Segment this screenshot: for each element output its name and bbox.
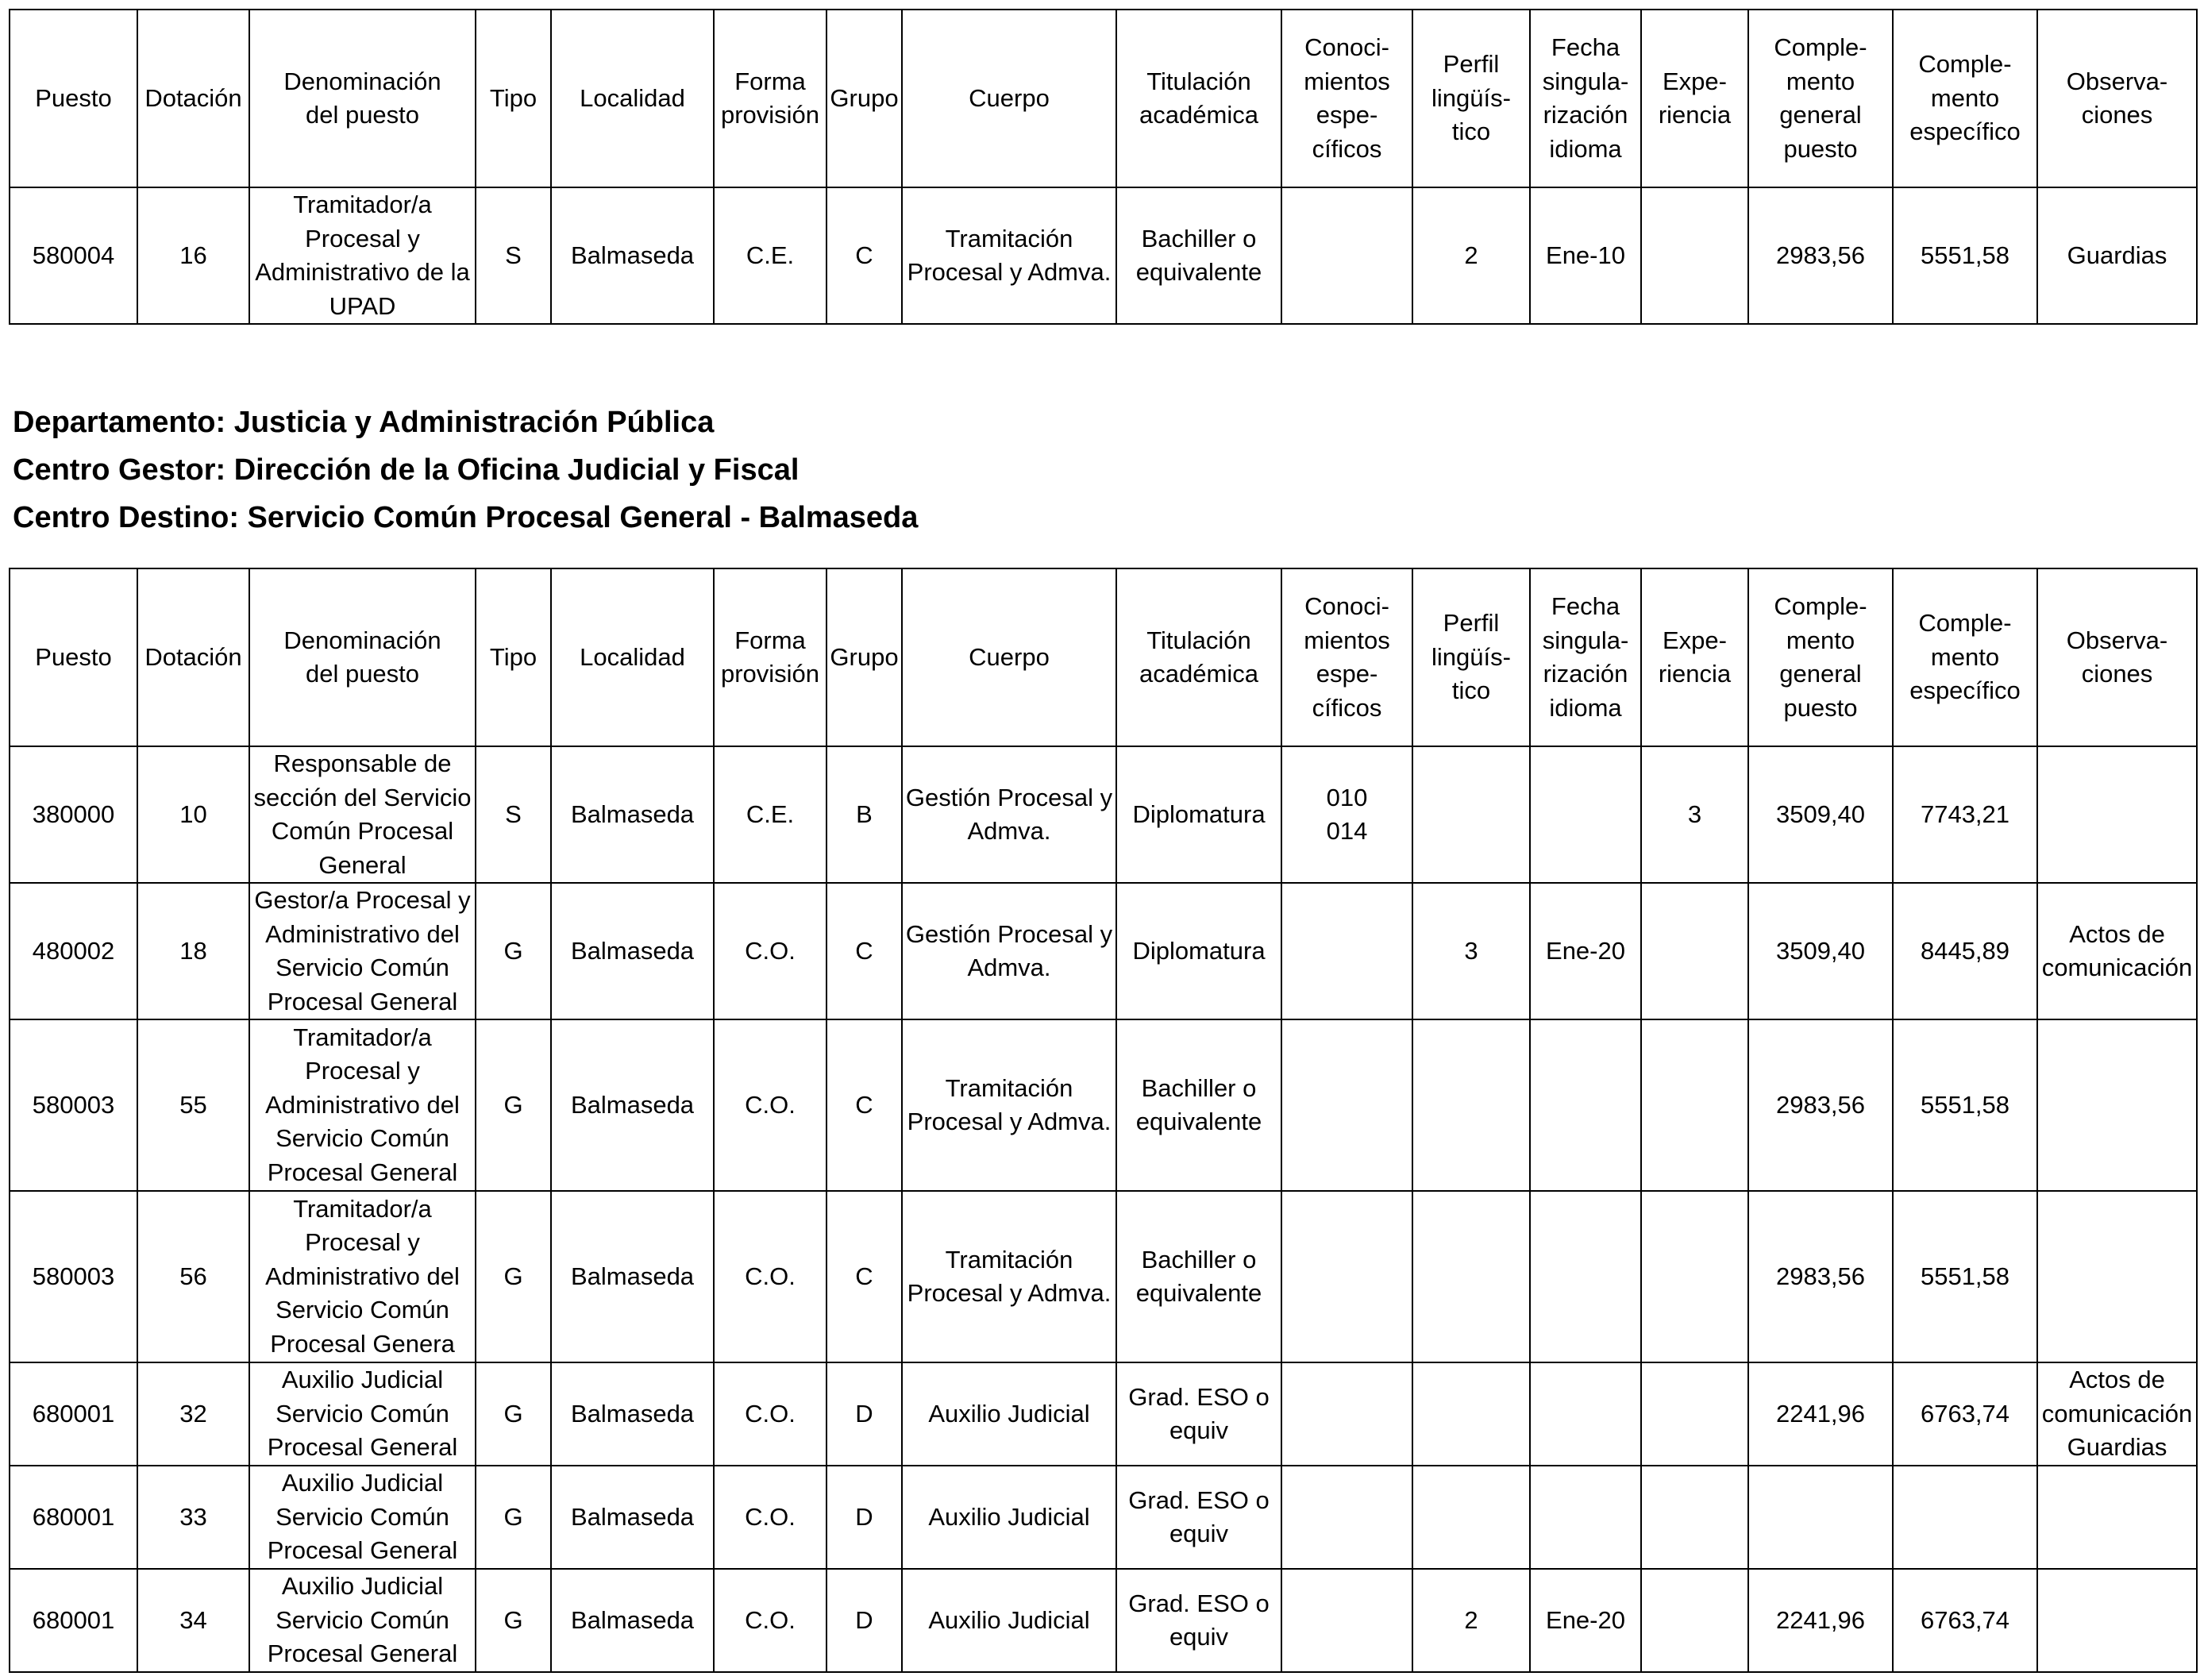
cell-observaciones	[2037, 1569, 2197, 1672]
col-header-denominacion: Denominación del puesto	[249, 568, 476, 746]
cell-dotacion: 16	[137, 187, 249, 324]
cell-forma-provision: C.O.	[714, 1191, 826, 1362]
cell-fecha-singularizacion: Ene-20	[1530, 1569, 1641, 1672]
cell-tipo: G	[476, 1466, 551, 1569]
cell-experiencia	[1641, 187, 1748, 324]
cell-complemento-general: 3509,40	[1748, 883, 1893, 1019]
cell-denominacion: Auxilio Judicial Servicio Común Procesal General	[249, 1466, 476, 1569]
cell-observaciones: Actos de comunicación Guardias	[2037, 1362, 2197, 1466]
cell-tipo: G	[476, 1019, 551, 1191]
col-header-cuerpo: Cuerpo	[902, 568, 1116, 746]
cell-titulacion: Grad. ESO o equiv	[1116, 1569, 1281, 1672]
cell-perfil-linguistico: 2	[1412, 187, 1530, 324]
cell-grupo: D	[826, 1466, 902, 1569]
table-header-row	[10, 568, 2197, 746]
cell-perfil-linguistico	[1412, 1466, 1530, 1569]
cell-denominacion: Gestor/a Procesal y Administrativo del Servicio Común Procesal General	[249, 883, 476, 1019]
cell-denominacion: Tramitador/a Procesal y Administrativo de la UPAD	[249, 187, 476, 324]
col-header-grupo: Grupo	[826, 10, 902, 187]
cell-complemento-general: 2983,56	[1748, 187, 1893, 324]
cell-tipo: G	[476, 1362, 551, 1466]
cell-forma-provision: C.O.	[714, 1569, 826, 1672]
cell-experiencia	[1641, 1191, 1748, 1362]
cell-conocimientos	[1281, 1191, 1412, 1362]
positions-table-upad	[9, 9, 2198, 325]
cell-localidad: Balmaseda	[551, 1466, 714, 1569]
cell-observaciones	[2037, 746, 2197, 883]
cell-dotacion: 10	[137, 746, 249, 883]
cell-denominacion: Tramitador/a Procesal y Administrativo del Servicio Común Procesal General	[249, 1019, 476, 1191]
cell-fecha-singularizacion	[1530, 746, 1641, 883]
col-header-localidad: Localidad	[551, 568, 714, 746]
cell-titulacion: Diplomatura	[1116, 883, 1281, 1019]
cell-experiencia	[1641, 883, 1748, 1019]
table-row	[10, 1191, 2197, 1362]
cell-conocimientos	[1281, 1569, 1412, 1672]
cell-forma-provision: C.O.	[714, 1362, 826, 1466]
cell-conocimientos	[1281, 1019, 1412, 1191]
cell-complemento-general: 2983,56	[1748, 1019, 1893, 1191]
section-heading	[13, 399, 918, 541]
cell-complemento-general: 2241,96	[1748, 1569, 1893, 1672]
cell-observaciones	[2037, 1019, 2197, 1191]
cell-observaciones: Guardias	[2037, 187, 2197, 324]
cell-grupo: C	[826, 187, 902, 324]
cell-observaciones: Actos de comunicación	[2037, 883, 2197, 1019]
cell-localidad: Balmaseda	[551, 1362, 714, 1466]
cell-complemento-especifico: 5551,58	[1893, 187, 2037, 324]
cell-localidad: Balmaseda	[551, 1191, 714, 1362]
col-header-experiencia: Expe- riencia	[1641, 568, 1748, 746]
cell-cuerpo: Gestión Procesal y Admva.	[902, 746, 1116, 883]
cell-fecha-singularizacion: Ene-10	[1530, 187, 1641, 324]
cell-complemento-general: 2983,56	[1748, 1191, 1893, 1362]
table-row	[10, 1466, 2197, 1569]
cell-perfil-linguistico	[1412, 1362, 1530, 1466]
cell-titulacion: Bachiller o equivalente	[1116, 1191, 1281, 1362]
cell-fecha-singularizacion	[1530, 1466, 1641, 1569]
cell-forma-provision: C.O.	[714, 1019, 826, 1191]
cell-forma-provision: C.E.	[714, 746, 826, 883]
col-header-fecha-singularizacion: Fecha singula- rización idioma	[1530, 568, 1641, 746]
table-row	[10, 746, 2197, 883]
cell-forma-provision: C.O.	[714, 1466, 826, 1569]
cell-localidad: Balmaseda	[551, 746, 714, 883]
cell-tipo: G	[476, 1191, 551, 1362]
cell-tipo: S	[476, 746, 551, 883]
col-header-conocimientos: Conoci- mientos espe- cíficos	[1281, 568, 1412, 746]
col-header-complemento-general: Comple- mento general puesto	[1748, 10, 1893, 187]
col-header-grupo: Grupo	[826, 568, 902, 746]
cell-cuerpo: Tramitación Procesal y Admva.	[902, 1191, 1116, 1362]
cell-denominacion: Responsable de sección del Servicio Común Procesal General	[249, 746, 476, 883]
cell-puesto: 580004	[10, 187, 137, 324]
cell-conocimientos	[1281, 883, 1412, 1019]
departamento-heading: Departamento: Justicia y Administración Pública	[13, 406, 715, 439]
cell-forma-provision: C.O.	[714, 883, 826, 1019]
table-header-row	[10, 10, 2197, 187]
cell-grupo: C	[826, 1019, 902, 1191]
cell-tipo: S	[476, 187, 551, 324]
cell-experiencia: 3	[1641, 746, 1748, 883]
cell-tipo: G	[476, 1569, 551, 1672]
cell-tipo: G	[476, 883, 551, 1019]
col-header-perfil-linguistico: Perfil lingüís- tico	[1412, 568, 1530, 746]
cell-conocimientos	[1281, 1466, 1412, 1569]
cell-complemento-general: 2241,96	[1748, 1362, 1893, 1466]
col-header-dotacion: Dotación	[137, 568, 249, 746]
cell-puesto: 580003	[10, 1191, 137, 1362]
cell-puesto: 380000	[10, 746, 137, 883]
col-header-forma-provision: Forma provisión	[714, 10, 826, 187]
cell-experiencia	[1641, 1466, 1748, 1569]
col-header-tipo: Tipo	[476, 10, 551, 187]
centro-gestor-heading: Centro Gestor: Dirección de la Oficina Judicial y Fiscal	[13, 453, 800, 487]
col-header-observaciones: Observa- ciones	[2037, 568, 2197, 746]
cell-denominacion: Tramitador/a Procesal y Administrativo del Servicio Común Procesal Genera	[249, 1191, 476, 1362]
table-row	[10, 1019, 2197, 1191]
col-header-complemento-especifico: Comple- mento específico	[1893, 568, 2037, 746]
cell-conocimientos	[1281, 187, 1412, 324]
cell-grupo: C	[826, 883, 902, 1019]
cell-complemento-general	[1748, 1466, 1893, 1569]
table-row	[10, 187, 2197, 324]
cell-dotacion: 56	[137, 1191, 249, 1362]
col-header-dotacion: Dotación	[137, 10, 249, 187]
cell-complemento-especifico: 7743,21	[1893, 746, 2037, 883]
cell-perfil-linguistico	[1412, 1019, 1530, 1191]
cell-cuerpo: Tramitación Procesal y Admva.	[902, 187, 1116, 324]
cell-perfil-linguistico: 3	[1412, 883, 1530, 1019]
cell-puesto: 680001	[10, 1362, 137, 1466]
col-header-observaciones: Observa- ciones	[2037, 10, 2197, 187]
centro-destino-heading: Centro Destino: Servicio Común Procesal General - Balmaseda	[13, 501, 919, 534]
col-header-denominacion: Denominación del puesto	[249, 10, 476, 187]
cell-localidad: Balmaseda	[551, 187, 714, 324]
cell-cuerpo: Auxilio Judicial	[902, 1466, 1116, 1569]
cell-fecha-singularizacion	[1530, 1191, 1641, 1362]
col-header-cuerpo: Cuerpo	[902, 10, 1116, 187]
cell-puesto: 580003	[10, 1019, 137, 1191]
col-header-perfil-linguistico: Perfil lingüís- tico	[1412, 10, 1530, 187]
col-header-experiencia: Expe- riencia	[1641, 10, 1748, 187]
cell-grupo: B	[826, 746, 902, 883]
col-header-conocimientos: Conoci- mientos espe- cíficos	[1281, 10, 1412, 187]
cell-dotacion: 33	[137, 1466, 249, 1569]
cell-complemento-especifico: 6763,74	[1893, 1569, 2037, 1672]
col-header-puesto: Puesto	[10, 10, 137, 187]
cell-observaciones	[2037, 1191, 2197, 1362]
col-header-titulacion: Titulación académica	[1116, 568, 1281, 746]
positions-table-servicio-comun	[9, 568, 2198, 1673]
cell-complemento-especifico: 8445,89	[1893, 883, 2037, 1019]
cell-puesto: 480002	[10, 883, 137, 1019]
cell-titulacion: Bachiller o equivalente	[1116, 187, 1281, 324]
table-row	[10, 883, 2197, 1019]
col-header-tipo: Tipo	[476, 568, 551, 746]
cell-puesto: 680001	[10, 1569, 137, 1672]
cell-conocimientos: 010 014	[1281, 746, 1412, 883]
cell-perfil-linguistico: 2	[1412, 1569, 1530, 1672]
cell-complemento-especifico: 5551,58	[1893, 1191, 2037, 1362]
cell-dotacion: 55	[137, 1019, 249, 1191]
cell-conocimientos	[1281, 1362, 1412, 1466]
col-header-fecha-singularizacion: Fecha singula- rización idioma	[1530, 10, 1641, 187]
cell-complemento-especifico: 5551,58	[1893, 1019, 2037, 1191]
col-header-complemento-general: Comple- mento general puesto	[1748, 568, 1893, 746]
cell-cuerpo: Auxilio Judicial	[902, 1362, 1116, 1466]
cell-cuerpo: Tramitación Procesal y Admva.	[902, 1019, 1116, 1191]
col-header-titulacion: Titulación académica	[1116, 10, 1281, 187]
cell-grupo: D	[826, 1569, 902, 1672]
cell-titulacion: Diplomatura	[1116, 746, 1281, 883]
cell-denominacion: Auxilio Judicial Servicio Común Procesal General	[249, 1362, 476, 1466]
cell-denominacion: Auxilio Judicial Servicio Común Procesal General	[249, 1569, 476, 1672]
cell-forma-provision: C.E.	[714, 187, 826, 324]
cell-dotacion: 32	[137, 1362, 249, 1466]
cell-complemento-especifico: 6763,74	[1893, 1362, 2037, 1466]
cell-experiencia	[1641, 1019, 1748, 1191]
cell-grupo: D	[826, 1362, 902, 1466]
cell-titulacion: Bachiller o equivalente	[1116, 1019, 1281, 1191]
table-row	[10, 1362, 2197, 1466]
cell-grupo: C	[826, 1191, 902, 1362]
cell-puesto: 680001	[10, 1466, 137, 1569]
table-row	[10, 1569, 2197, 1672]
cell-localidad: Balmaseda	[551, 1019, 714, 1191]
cell-perfil-linguistico	[1412, 1191, 1530, 1362]
cell-localidad: Balmaseda	[551, 883, 714, 1019]
cell-complemento-general: 3509,40	[1748, 746, 1893, 883]
cell-dotacion: 34	[137, 1569, 249, 1672]
cell-titulacion: Grad. ESO o equiv	[1116, 1466, 1281, 1569]
col-header-puesto: Puesto	[10, 568, 137, 746]
cell-cuerpo: Auxilio Judicial	[902, 1569, 1116, 1672]
cell-localidad: Balmaseda	[551, 1569, 714, 1672]
cell-observaciones	[2037, 1466, 2197, 1569]
cell-perfil-linguistico	[1412, 746, 1530, 883]
cell-fecha-singularizacion	[1530, 1019, 1641, 1191]
cell-cuerpo: Gestión Procesal y Admva.	[902, 883, 1116, 1019]
cell-experiencia	[1641, 1362, 1748, 1466]
cell-fecha-singularizacion	[1530, 1362, 1641, 1466]
cell-experiencia	[1641, 1569, 1748, 1672]
cell-complemento-especifico	[1893, 1466, 2037, 1569]
cell-dotacion: 18	[137, 883, 249, 1019]
col-header-forma-provision: Forma provisión	[714, 568, 826, 746]
cell-titulacion: Grad. ESO o equiv	[1116, 1362, 1281, 1466]
col-header-complemento-especifico: Comple- mento específico	[1893, 10, 2037, 187]
col-header-localidad: Localidad	[551, 10, 714, 187]
cell-fecha-singularizacion: Ene-20	[1530, 883, 1641, 1019]
